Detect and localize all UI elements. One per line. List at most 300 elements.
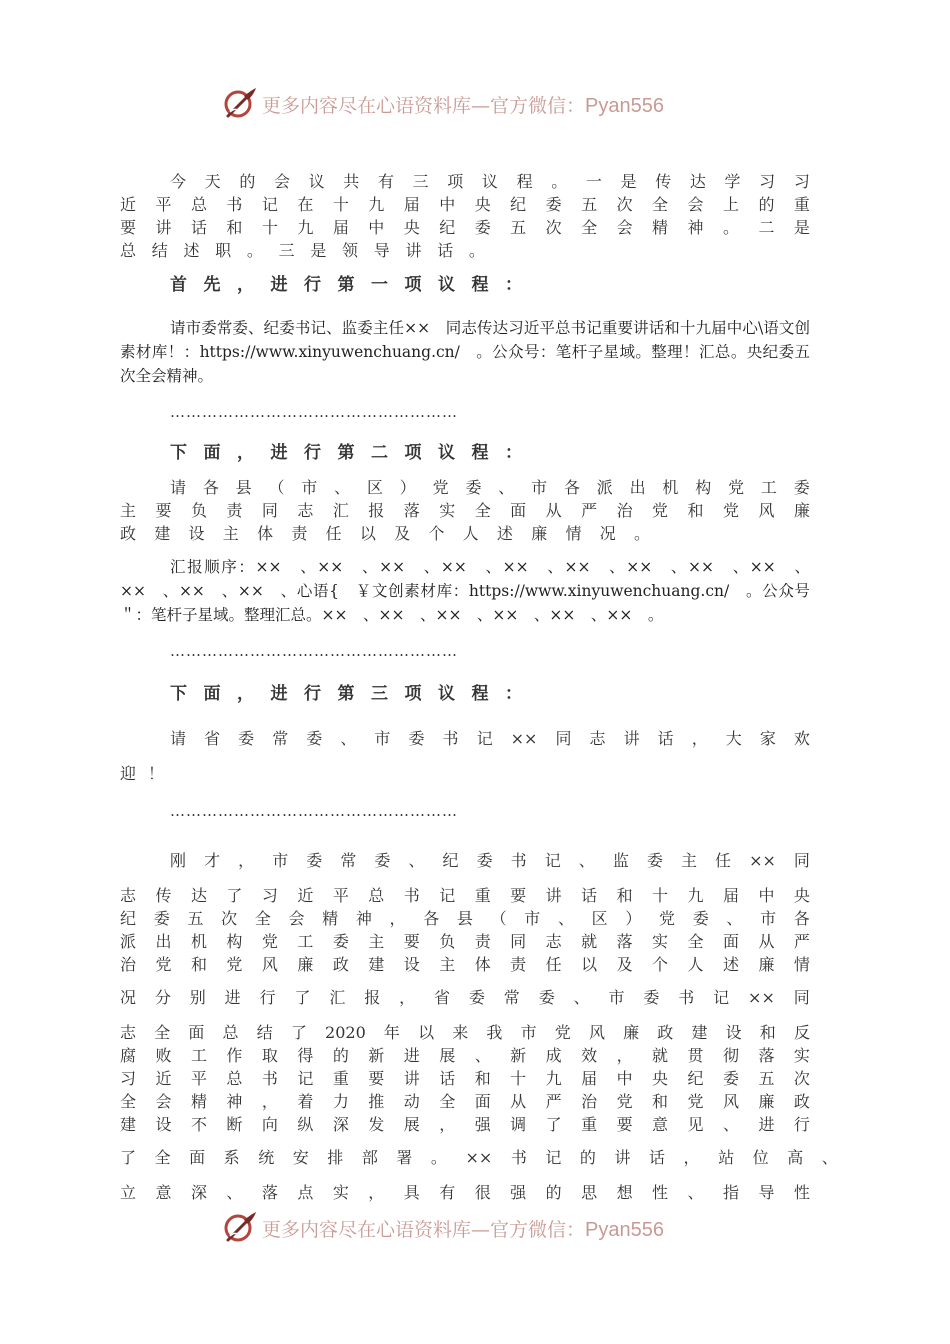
char: 成 <box>545 1046 562 1065</box>
char: 行 <box>259 988 276 1007</box>
char: 委 <box>374 851 391 870</box>
char: 书 <box>678 988 695 1007</box>
char: 记 <box>544 851 561 870</box>
char: 、 <box>408 851 425 870</box>
char: 行 <box>304 443 321 463</box>
char: 站 <box>718 1148 735 1167</box>
char: 导 <box>373 241 390 260</box>
char: 第 <box>337 275 355 295</box>
char: 新 <box>368 1046 385 1065</box>
char: 书 <box>403 886 420 905</box>
char: 风 <box>758 501 775 520</box>
char: 败 <box>155 1046 172 1065</box>
char: 性 <box>793 1183 810 1202</box>
char: 面 <box>188 1023 205 1042</box>
char: 政 <box>120 524 137 543</box>
char: 讲 <box>403 1069 420 1088</box>
char: 第 <box>337 684 355 704</box>
char: 点 <box>297 1183 314 1202</box>
char: 发 <box>368 1115 385 1134</box>
wechat-id: Pyan556 <box>585 1218 664 1241</box>
char: 次 <box>616 195 633 214</box>
char: 领 <box>342 241 359 260</box>
char: 党 <box>687 1092 704 1111</box>
char: 廉 <box>793 501 810 520</box>
char: 同 <box>793 988 810 1007</box>
paragraph-item-2 <box>120 476 810 545</box>
char: 市 <box>760 909 777 928</box>
char: 治 <box>120 955 137 974</box>
char: 分 <box>154 988 171 1007</box>
char: 党 <box>261 932 278 951</box>
char: 十 <box>332 195 349 214</box>
char: 各 <box>793 909 810 928</box>
char: 次 <box>545 218 562 237</box>
char: 风 <box>722 1092 739 1111</box>
char: 全 <box>687 932 704 951</box>
char: 神 <box>687 218 704 237</box>
char: 、 <box>821 1148 838 1167</box>
char: 面 <box>203 684 221 704</box>
char: 央 <box>474 195 491 214</box>
char: 主 <box>120 501 137 520</box>
char: 同 <box>510 932 527 951</box>
char: 常 <box>272 729 289 748</box>
char: 得 <box>297 1046 314 1065</box>
paragraph-item-1 <box>120 316 810 388</box>
justified-line <box>120 1090 810 1113</box>
char: 落 <box>758 1046 775 1065</box>
char: 常 <box>340 851 357 870</box>
paragraph-report-order <box>120 555 810 627</box>
char: 各 <box>202 478 219 497</box>
justified-line <box>120 1044 810 1067</box>
char: 别 <box>189 988 206 1007</box>
char: 位 <box>752 1148 769 1167</box>
char: 纪 <box>442 851 459 870</box>
paragraph-text: 汇报顺序：×× 、×× 、×× 、×× 、×× 、×× 、×× 、×× 、×× 、×× 、×× 、×× 、心语{ ￥文创素材库：https://www.xinyuwenchuang.cn/ 。公众号＂：笔杆子星域。整理汇总。×× 、×× 、×× 、×× 、×× 、×× 。 <box>120 558 810 624</box>
char: 设 <box>155 1115 172 1134</box>
char: 安 <box>292 1148 309 1167</box>
char: ， <box>439 1115 456 1134</box>
char: 项 <box>404 443 422 463</box>
char: ： <box>505 684 522 704</box>
char: 要 <box>120 218 137 237</box>
char: 进 <box>270 443 288 463</box>
char: 三 <box>412 172 429 191</box>
char: ， <box>237 443 254 463</box>
char: 请 <box>170 478 187 497</box>
char: 五 <box>581 195 598 214</box>
char: 习 <box>120 1069 137 1088</box>
char: 市 <box>272 851 289 870</box>
char: 省 <box>204 729 221 748</box>
char: 结 <box>151 241 168 260</box>
char: 同 <box>261 501 278 520</box>
char: 书 <box>442 729 459 748</box>
char: 面 <box>722 932 739 951</box>
char: 近 <box>155 1069 172 1088</box>
char: 书 <box>510 851 527 870</box>
paragraph-text: 请市委常委、纪委书记、监委主任×× 同志传达习近平总书记重要讲话和十九届中心\语文创素材库！：https://www.xinyuwenchuang.cn/ 。公众号：笔杆子星域。整理！汇总。央纪委五次全会精神。 <box>120 319 810 385</box>
char: 全 <box>154 1148 171 1167</box>
char: 具 <box>403 1183 420 1202</box>
char: 了 <box>545 1115 562 1134</box>
char: 设 <box>188 524 205 543</box>
char: 落 <box>403 501 420 520</box>
char: 和 <box>652 1092 669 1111</box>
justified-line <box>120 727 810 750</box>
char: ： <box>505 443 522 463</box>
char: 央 <box>403 218 420 237</box>
char: 了 <box>294 988 311 1007</box>
paragraph-summary <box>120 849 838 1204</box>
char: 效 <box>581 1046 598 1065</box>
char: 和 <box>687 501 704 520</box>
char: 要 <box>155 501 172 520</box>
heading-agenda-1 <box>170 272 522 298</box>
char: 讲 <box>623 729 640 748</box>
char: 风 <box>588 1023 605 1042</box>
char: 委 <box>722 1069 739 1088</box>
char: 构 <box>695 478 712 497</box>
char: 市 <box>374 729 391 748</box>
char: 大 <box>725 729 742 748</box>
char: 学 <box>724 172 741 191</box>
char: 委 <box>153 909 170 928</box>
char: 党 <box>722 501 739 520</box>
char: 志 <box>120 1023 137 1042</box>
char: ×× <box>749 851 776 870</box>
banner-text: 更多内容尽在心语资料库—官方微信：Pyan556 <box>262 1218 664 1241</box>
char: 全 <box>652 195 669 214</box>
dotted-separator: ……………………………………………… <box>170 642 458 660</box>
char: 记 <box>545 1148 562 1167</box>
char: 重 <box>793 195 810 214</box>
char: 纵 <box>297 1115 314 1134</box>
char: 家 <box>759 729 776 748</box>
char: 委 <box>646 851 663 870</box>
char: 请 <box>170 729 187 748</box>
char: 和 <box>474 1069 491 1088</box>
char: 总 <box>222 1023 239 1042</box>
char: 、 <box>687 1183 704 1202</box>
char: ： <box>505 275 522 295</box>
char: 。 <box>722 218 739 237</box>
char: 中 <box>368 218 385 237</box>
char: 出 <box>155 932 172 951</box>
char: 建 <box>368 955 385 974</box>
char: 主 <box>680 851 697 870</box>
char: 我 <box>486 1023 503 1042</box>
char: 的 <box>758 195 775 214</box>
char: 讲 <box>155 218 172 237</box>
dotted-separator: ……………………………………………… <box>170 802 458 820</box>
char: 是 <box>793 218 810 237</box>
char: 志 <box>120 886 137 905</box>
char: 彻 <box>722 1046 739 1065</box>
heading-agenda-3 <box>170 681 522 707</box>
char: 体 <box>257 524 274 543</box>
char: 、 <box>334 478 351 497</box>
char: 委 <box>408 729 425 748</box>
char: 指 <box>722 1183 739 1202</box>
char: 负 <box>190 501 207 520</box>
char: 汇 <box>329 988 346 1007</box>
char: 断 <box>226 1115 243 1134</box>
char: 届 <box>332 218 349 237</box>
char: 调 <box>510 1115 527 1134</box>
char: 中 <box>758 886 775 905</box>
char: ， <box>683 1148 700 1167</box>
char: 性 <box>652 1183 669 1202</box>
char: 达 <box>689 172 706 191</box>
char: 委 <box>474 218 491 237</box>
char: ， <box>368 1183 385 1202</box>
char: 志 <box>589 729 606 748</box>
char: 汇 <box>332 501 349 520</box>
char: 区 <box>366 478 383 497</box>
char: 共 <box>343 172 360 191</box>
char: 廉 <box>297 955 314 974</box>
char: 职 <box>215 241 232 260</box>
char: 想 <box>616 1183 633 1202</box>
char: 严 <box>545 1092 562 1111</box>
justified-line <box>120 907 810 930</box>
char: 导 <box>758 1183 775 1202</box>
char: 书 <box>261 1069 278 1088</box>
char: 情 <box>793 955 810 974</box>
char: 就 <box>652 1046 669 1065</box>
char: 县 <box>456 909 473 928</box>
justified-line <box>120 522 650 545</box>
char: 严 <box>793 932 810 951</box>
char: 讲 <box>405 241 422 260</box>
char: 纪 <box>439 218 456 237</box>
char: 传 <box>655 172 672 191</box>
char: 进 <box>270 684 288 704</box>
char: 面 <box>474 1092 491 1111</box>
char: 平 <box>190 1069 207 1088</box>
char: 实 <box>439 501 456 520</box>
char: 下 <box>170 443 187 463</box>
char: 委 <box>692 909 709 928</box>
char: 报 <box>364 988 381 1007</box>
char: 风 <box>261 955 278 974</box>
char: 全 <box>474 501 491 520</box>
char: 市 <box>524 909 541 928</box>
char: 刚 <box>170 851 187 870</box>
char: 同 <box>793 851 810 870</box>
justified-line <box>120 1021 810 1044</box>
char: 十 <box>652 886 669 905</box>
char: 常 <box>503 988 520 1007</box>
char: 以 <box>359 524 376 543</box>
char: 以 <box>418 1023 435 1042</box>
char: 次 <box>793 1069 810 1088</box>
char: ， <box>237 684 254 704</box>
char: 程 <box>516 172 533 191</box>
document-body <box>120 170 838 1204</box>
char: 书 <box>226 195 243 214</box>
char: 廉 <box>623 1023 640 1042</box>
char: 行 <box>304 275 321 295</box>
char: 记 <box>713 988 730 1007</box>
paragraph-item-3 <box>120 727 810 785</box>
char: 九 <box>687 886 704 905</box>
char: 市 <box>301 478 318 497</box>
footer-banner <box>0 1208 950 1248</box>
char: 议 <box>308 172 325 191</box>
char: 近 <box>120 195 137 214</box>
char: 反 <box>793 1023 810 1042</box>
char: 责 <box>226 501 243 520</box>
char: 会 <box>687 195 704 214</box>
char: 市 <box>520 1023 537 1042</box>
justified-line <box>120 1181 810 1204</box>
char: 党 <box>659 909 676 928</box>
char: 神 <box>226 1092 243 1111</box>
char: 况 <box>120 988 137 1007</box>
char: 志 <box>297 501 314 520</box>
char: 强 <box>510 1183 527 1202</box>
char: 五 <box>187 909 204 928</box>
char: 落 <box>616 932 633 951</box>
char: 项 <box>404 275 422 295</box>
char: 会 <box>288 909 305 928</box>
char: 届 <box>581 1069 598 1088</box>
char: 神 <box>355 909 372 928</box>
justified-line <box>120 953 810 976</box>
char: 。 <box>633 524 650 543</box>
char: 话 <box>437 241 454 260</box>
char: ， <box>238 851 255 870</box>
char: 央 <box>652 1069 669 1088</box>
char: 、 <box>578 851 595 870</box>
char: 要 <box>510 886 527 905</box>
char: 委 <box>545 195 562 214</box>
char: 任 <box>715 851 732 870</box>
char: 的 <box>545 1183 562 1202</box>
char: 是 <box>310 241 327 260</box>
char: 迎 <box>120 764 137 783</box>
char: 以 <box>581 955 598 974</box>
char: 。 <box>468 241 485 260</box>
char: 、 <box>726 909 743 928</box>
char: 九 <box>545 1069 562 1088</box>
char: 委 <box>538 988 555 1007</box>
char: 程 <box>471 275 489 295</box>
char: 力 <box>332 1092 349 1111</box>
char: 话 <box>439 1069 456 1088</box>
char: 党 <box>432 478 449 497</box>
char: 精 <box>190 1092 207 1111</box>
char: 中 <box>616 1069 633 1088</box>
char: 就 <box>581 932 598 951</box>
justified-line <box>120 884 810 907</box>
char: 主 <box>222 524 239 543</box>
justified-line <box>120 499 810 522</box>
char: 央 <box>793 886 810 905</box>
char: 各 <box>423 909 440 928</box>
justified-line <box>120 1113 810 1136</box>
char: 记 <box>439 886 456 905</box>
char: 结 <box>256 1023 273 1042</box>
char: 建 <box>691 1023 708 1042</box>
char: 第 <box>337 443 355 463</box>
char: 达 <box>190 886 207 905</box>
char: ， <box>691 729 708 748</box>
char: 建 <box>154 524 171 543</box>
char: 三 <box>278 241 295 260</box>
char: 个 <box>428 524 445 543</box>
char: 不 <box>190 1115 207 1134</box>
char: 重 <box>474 886 491 905</box>
char: 进 <box>758 1115 775 1134</box>
char: 区 <box>591 909 608 928</box>
char: 展 <box>439 1046 456 1065</box>
justified-line <box>120 170 810 193</box>
char: ， <box>616 1046 633 1065</box>
char: 责 <box>510 955 527 974</box>
char: 重 <box>581 1115 598 1134</box>
char: 的 <box>239 172 256 191</box>
char: 面 <box>189 1148 206 1167</box>
char: 。 <box>430 1148 447 1167</box>
char: 委 <box>468 988 485 1007</box>
char: 廉 <box>531 524 548 543</box>
justified-line <box>120 1146 838 1169</box>
char: 工 <box>297 932 314 951</box>
char: 述 <box>183 241 200 260</box>
char: 和 <box>226 218 243 237</box>
char: 年 <box>383 1023 400 1042</box>
char: 委 <box>643 988 660 1007</box>
char: 治 <box>581 1092 598 1111</box>
char: 一 <box>371 275 388 295</box>
wechat-id: Pyan556 <box>585 94 664 117</box>
char: 机 <box>662 478 679 497</box>
char: 很 <box>474 1183 491 1202</box>
char: （ <box>268 478 285 497</box>
char: （ <box>490 909 507 928</box>
char: 和 <box>759 1023 776 1042</box>
char: 及 <box>394 524 411 543</box>
char: 记 <box>261 195 278 214</box>
char: 来 <box>452 1023 469 1042</box>
char: 排 <box>327 1148 344 1167</box>
char: 党 <box>554 1023 571 1042</box>
char: 近 <box>297 886 314 905</box>
char: 二 <box>371 443 388 463</box>
char: 从 <box>545 501 562 520</box>
char: ！ <box>147 764 164 783</box>
char: 同 <box>555 729 572 748</box>
char: 会 <box>155 1092 172 1111</box>
char: ， <box>389 909 406 928</box>
quill-logo-icon <box>222 1210 258 1246</box>
char: 构 <box>226 932 243 951</box>
char: 平 <box>332 886 349 905</box>
char: 届 <box>722 886 739 905</box>
char: 记 <box>476 729 493 748</box>
char: 总 <box>226 1069 243 1088</box>
char: 进 <box>224 988 241 1007</box>
char: ×× <box>748 988 775 1007</box>
char: 政 <box>657 1023 674 1042</box>
char: 况 <box>599 524 616 543</box>
char: 要 <box>403 932 420 951</box>
